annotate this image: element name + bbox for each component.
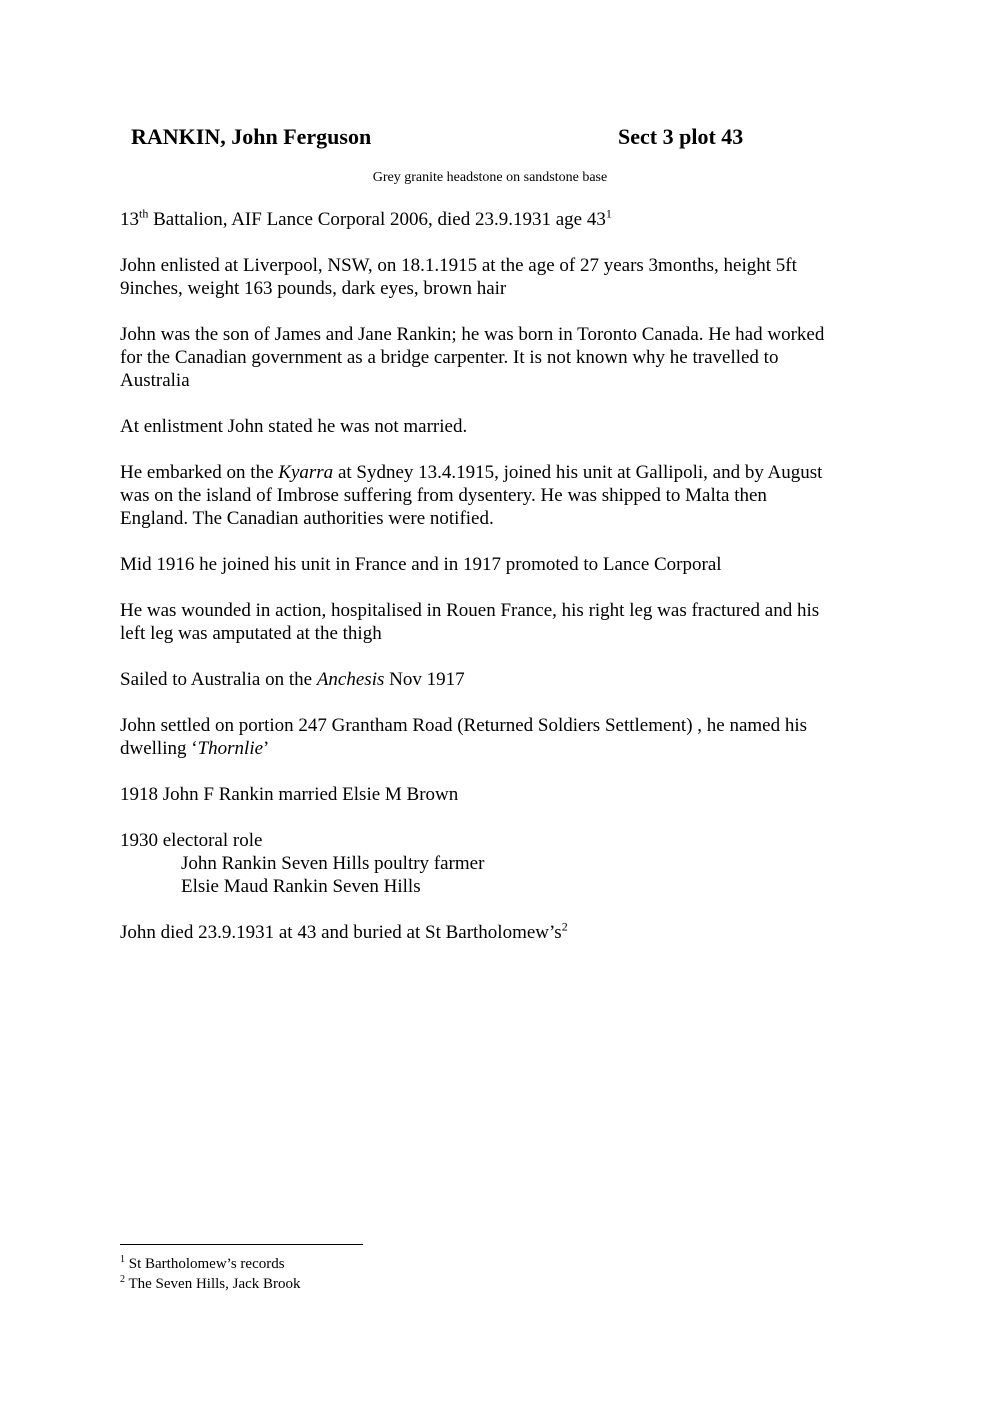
headstone-description: Grey granite headstone on sandstone base [372,170,608,185]
paragraph-death: John died 23.9.1931 at 43 and buried at St $Bartholomew’s^2$ [120,919,568,943]
paragraph-enlistment: John enlisted at Liverpool, NSW, on 18.1.1915 at the age of 27 years 3months, height 5ft 9inches, weight 163 pounds, dark eyes, brown hair [120,255,797,299]
paragraph-family: John was the son of James and Jane Rankin; he was born in Toronto Canada. He had worked for the Canadian government as a bridge carpenter. It is not known why he travelled to Australia [120,324,825,391]
paragraph-marital-status: At enlistment John stated he was not married. [120,416,468,437]
paragraph-return: Sailed to Australia on the Anchesis Nov 1917 [120,669,465,690]
footnote-1: $^1$ St Bartholomew’s records [120,1254,285,1272]
page-title [131,122,771,152]
service-text: Battalion, AIF Lance Corporal 2006, died 23.9.1931 age 43 [148,209,606,230]
footnote-2: $^2$ The Seven Hills, Jack Brook [120,1274,301,1292]
ship-name-anchesis: Anchesis [316,669,385,690]
title-plot: Sect 3 plot 43 [618,124,744,149]
battalion-number: 13 [120,209,139,230]
paragraph-embarkation: He embarked on the Kyarra at Sydney 13.4.1915, joined his unit at Gallipoli, and by August was on the island of Imbrose suffering from dysentery. He was shipped to Malta then England. The Canadian authorities were notified. [120,462,823,529]
electoral-entry: John Rankin Seven Hills poultry farmer [181,853,485,874]
dwelling-name: Thornlie [197,738,264,759]
footnote-ref-2[interactable]: 2 [561,919,568,934]
ship-name-kyarra: Kyarra [278,462,334,483]
paragraph-service [120,208,880,231]
paragraph-wounded: He was wounded in action, hospitalised in Rouen France, his right leg was fractured and his left leg was amputated at the thigh [120,600,820,644]
footnote-ref-1[interactable]: 1 [605,206,612,221]
title-name: RANKIN, John Ferguson [131,124,372,149]
paragraph-france: Mid 1916 he joined his unit in France and in 1917 promoted to Lance Corporal [120,554,722,575]
footnote-divider [120,1244,363,1245]
paragraph-settlement: John settled on portion 247 Grantham Road (Returned Soldiers Settlement) , he named his dwelling ‘Thornlie’ [120,715,808,759]
electoral-entry: Elsie Maud Rankin Seven Hills [181,876,421,897]
footnotes [120,1254,720,1294]
document-body [120,208,880,967]
paragraph-marriage: 1918 John F Rankin married Elsie M Brown [120,784,459,805]
ordinal-suffix: th [139,206,149,221]
paragraph-electoral-roll [120,829,880,898]
electoral-roll-heading: 1930 electoral role [120,830,263,851]
